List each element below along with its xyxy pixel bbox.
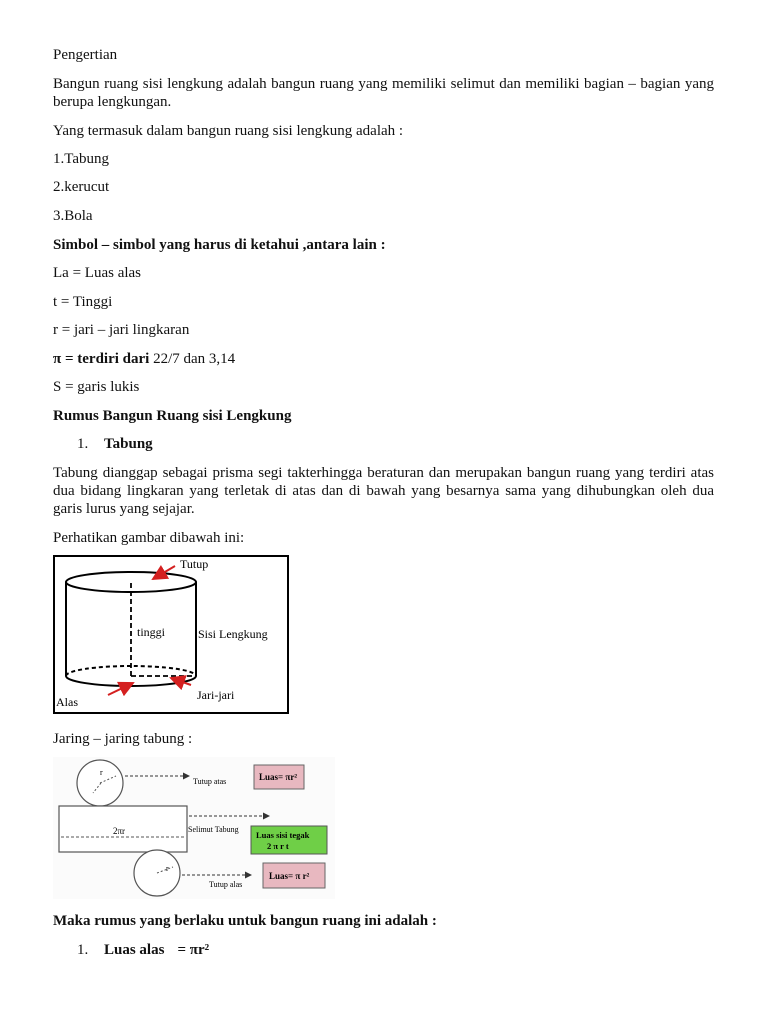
symbol-s: S = garis lukis (53, 379, 140, 395)
label-jari-jari: Jari-jari (197, 688, 235, 702)
symbol-la: La = Luas alas (53, 265, 142, 281)
label-alas: Alas (56, 695, 78, 709)
symbol-pi (53, 350, 235, 368)
includes-intro: Yang termasuk dalam bangun ruang sisi lengkung adalah : (53, 123, 404, 139)
tabung-list-number: 1. (77, 436, 89, 452)
luas-alas-number: 1. (77, 942, 89, 958)
net-tutup-alas: Tutup alas (209, 880, 243, 889)
label-tinggi: tinggi (137, 625, 166, 639)
tabung-description: Tabung dianggap sebagai prisma segi takterhingga beraturan dan merupakan bangun ruang yang terdiri atas dua bidang lingkaran yang terletak di atas dan di bawah yang besarnya sama yang dihubungkan oleh dua garis lurus yang sejajar. (53, 465, 714, 517)
net-tutup-atas: Tutup atas (193, 777, 227, 786)
net-r-bottom: r (166, 864, 169, 873)
net-selimut: Selimut Tabung (188, 825, 239, 834)
luas-alas-formula: = πr² (177, 942, 210, 958)
label-tutup: Tutup (180, 557, 209, 571)
luas-alas-item (53, 941, 209, 959)
net-2pi-r: 2πr (113, 826, 126, 836)
net-luas-bottom: Luas= π r² (269, 871, 310, 881)
jaring-intro: Jaring – jaring tabung : (53, 731, 193, 747)
cylinder-figure (53, 555, 289, 720)
shape-item-bola: 3.Bola (53, 208, 93, 224)
symbol-t: t = Tinggi (53, 294, 113, 310)
heading-pengertian: Pengertian (53, 47, 118, 63)
shape-item-tabung: 1.Tabung (53, 151, 110, 167)
tabung-list-item (53, 435, 153, 453)
conclusion-heading: Maka rumus yang berlaku untuk bangun ruang ini adalah : (53, 913, 437, 929)
symbol-pi-values: 22/7 dan 3,14 (149, 351, 236, 367)
cylinder-net-figure (53, 757, 335, 904)
net-luas-sisi-line1: Luas sisi tegak (256, 830, 310, 840)
label-sisi-lengkung: Sisi Lengkung (198, 627, 268, 641)
formula-heading: Rumus Bangun Ruang sisi Lengkung (53, 408, 292, 424)
net-luas-sisi-line2: 2 π r t (267, 841, 289, 851)
figure-intro: Perhatikan gambar dibawah ini: (53, 530, 245, 546)
tabung-list-label: Tabung (104, 436, 153, 452)
symbol-pi-bold: π = terdiri dari (53, 351, 150, 367)
symbols-heading: Simbol – simbol yang harus di ketahui ,antara lain : (53, 237, 386, 253)
net-luas-top: Luas= πr² (259, 772, 298, 782)
definition-paragraph: Bangun ruang sisi lengkung adalah bangun ruang yang memiliki selimut dan memiliki bagian – bagian yang berupa lengkungan. (53, 76, 714, 110)
net-r-top: r (100, 768, 103, 777)
symbol-r: r = jari – jari lingkaran (53, 322, 190, 338)
luas-alas-label: Luas alas (104, 942, 165, 958)
shape-item-kerucut: 2.kerucut (53, 179, 110, 195)
